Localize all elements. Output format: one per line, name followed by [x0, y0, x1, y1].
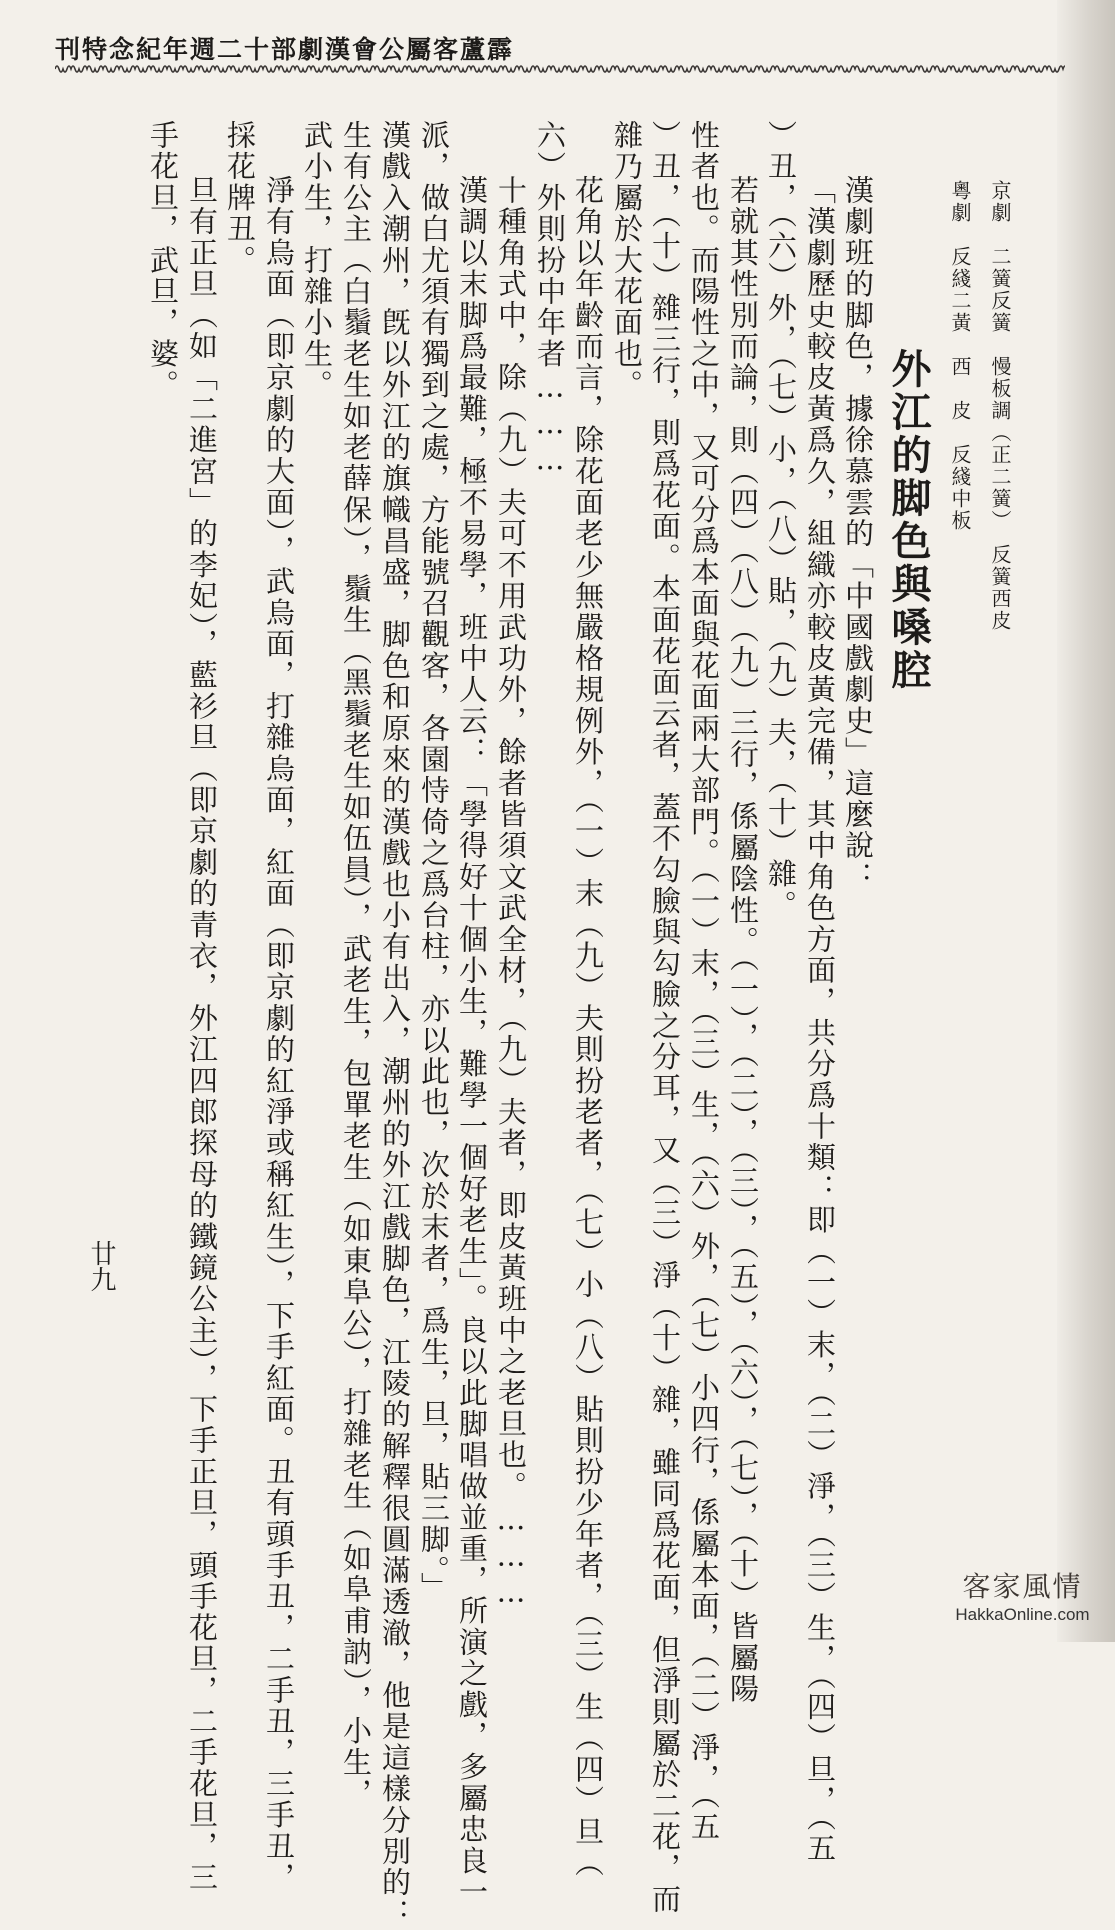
subtitle-line: 京劇 二簧反簧 慢板調（正二簧） 反簧西皮: [988, 180, 1012, 632]
page-binding-shadow: [1057, 0, 1115, 1642]
body-column: ）丑，（十）雜三行，則爲花面。本面花面云者，蓋不勾臉與勾臉之分耳，又（三）淨（十）雜，雖同爲花面，但淨則屬於二花，而: [648, 120, 682, 1916]
body-column: 派，做白尤須有獨到之處，方能號召觀客，各園恃倚之爲台柱，亦以此也，次於末者，爲生，旦，貼三脚。」: [417, 120, 451, 1604]
page-number: 廿九: [86, 1240, 116, 1292]
body-column: 漢調以末脚爲最難，極不易學，班中人云：「學得好十個小生，難學一個好老生」。良以此脚唱做並重，所演之戲，多屬忠良一: [455, 175, 489, 1908]
body-column: 手花旦，武旦，婆。: [146, 120, 180, 401]
body-column: 「漢劇歷史較皮黃爲久，組織亦較皮黃完備，其中角色方面，共分爲十類：即（一）末，（二）淨，（三）生，（四）旦，（五: [803, 175, 837, 1865]
body-column: 若就其性別而論，則（四）（八）（九）三行，係屬陰性。（一），（二），（三），（五），（六），（七），（十）皆屬陽: [726, 175, 760, 1705]
body-column: 漢戲入潮州，旣以外江的旗幟昌盛，脚色和原來的漢戲也小有出入，潮州的外江戲脚色，江陵的解釋很圓滿透澈，他是這樣分別的：: [378, 120, 412, 1930]
header-divider: [55, 62, 1065, 76]
body-column: 漢劇班的脚色，據徐慕雲的「中國戲劇史」這麼說：: [841, 175, 875, 893]
body-column: 性者也。而陽性之中，又可分爲本面與花面兩大部門。（一）末，（三）生，（六）外，（七）小四行，係屬本面，（二）淨，（五: [687, 120, 721, 1843]
body-column: 六）外則扮中年者………: [533, 120, 567, 479]
article-title: 外江的脚色與嗓腔: [885, 348, 932, 692]
body-column: 淨有烏面（即京劇的大面），武烏面，打雜烏面，紅面（即京劇的紅淨或稱紅生），下手紅面。丑有頭手丑，二手丑，三手丑，: [262, 175, 296, 1894]
watermark-logo: 客家風情: [962, 1570, 1083, 1603]
body-column: 採花牌丑。: [223, 120, 257, 276]
watermark-url: HakkaOnline.com: [955, 1605, 1090, 1624]
body-column: 生有公主（白鬚老生如老薛保），鬚生（黑鬚老生如伍員），武老生，包單老生（如東阜公），打雜老生（如阜甫訥），小生，: [339, 120, 373, 1810]
page-header: 刊特念紀年週二十部劇漢會公屬客蘆霹: [55, 35, 515, 64]
site-watermark: [935, 1565, 1110, 1625]
body-column: 旦有正旦（如「二進宮」的李妃），藍衫旦（即京劇的青衣，外江四郎探母的鐵鏡公主），下手正旦，頭手花旦，二手花旦，三: [185, 175, 219, 1894]
body-column: 武小生，打雜小生。: [300, 120, 334, 401]
body-column: ）丑，（六）外，（七）小，（八）貼，（九）夫，（十）雜。: [764, 120, 798, 922]
body-column: 雜乃屬於大花面也。: [610, 120, 644, 401]
subtitle-line: 粵劇 反綫二黃 西 皮 反綫中板: [948, 180, 972, 532]
body-column: 十種角式中，除（九）夫可不用武功外，餘者皆須文武全材，（九）夫者，即皮黃班中之老旦也。………: [494, 175, 528, 1611]
body-column: 花角以年齡而言，除花面老少無嚴格規例外，（一）末（九）夫則扮老者，（七）小（八）貼則扮少年者，（三）生（四）旦（: [571, 175, 605, 1879]
